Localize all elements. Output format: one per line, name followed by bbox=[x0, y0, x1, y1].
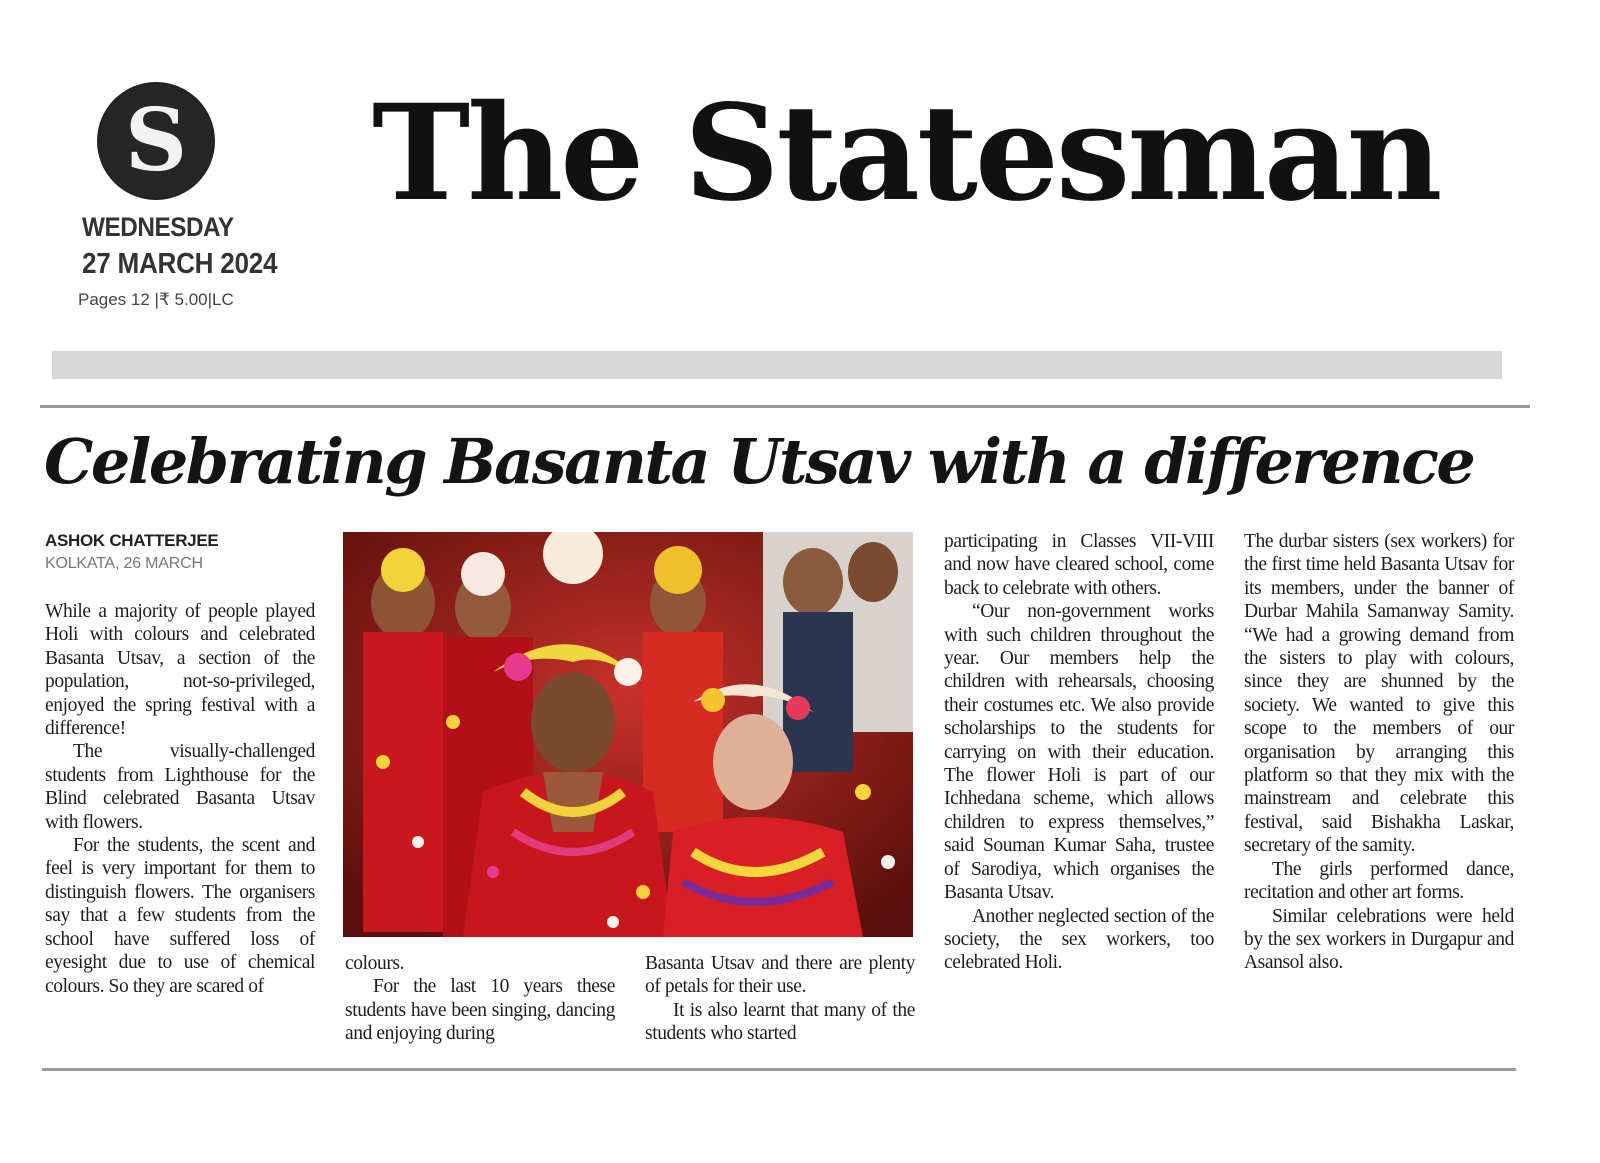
paragraph: For the students, the scent and feel is very important for them to distinguish flowers. The organisers say that a few students from the school have suffered loss of eyesight due to use of chemical colours. So they are scared of bbox=[45, 835, 315, 997]
paragraph: For the last 10 years these students have been singing, dancing and enjoying during bbox=[345, 976, 615, 1045]
article-column-2 bbox=[345, 952, 615, 1046]
paragraph: Basanta Utsav and there are plenty of petals for their use. bbox=[645, 953, 915, 998]
newspaper-title: The Statesman bbox=[372, 76, 1440, 231]
article-top-rule bbox=[40, 405, 1530, 408]
paragraph: “Our non-government works with such children throughout the year. Our members help the children with rehearsals, choosing their costumes etc. We also provide scholarships to the students for carrying on with their education. The flower Holi is part of our Ichhedana scheme, which allows children to express themselves,” said Souman Kumar Saha, trustee of Sarodiya, which organises the Basanta Utsav. bbox=[944, 601, 1214, 904]
article-photo bbox=[343, 532, 913, 937]
paragraph: Similar celebrations were held by the sex workers in Durgapur and Asansol also. bbox=[1244, 905, 1514, 974]
paragraph: The girls performed dance, recitation and other art forms. bbox=[1244, 858, 1514, 904]
pages-price-info: Pages 12 |₹ 5.00|LC bbox=[78, 290, 234, 309]
paragraph: The visually-challenged students from Lighthouse for the Blind celebrated Basanta Utsav with flowers. bbox=[45, 741, 315, 833]
article-bottom-rule bbox=[42, 1068, 1516, 1071]
paragraph: colours. bbox=[345, 953, 405, 974]
paragraph: While a majority of people played Holi with colours and celebrated Basanta Utsav, a section of the population, not-so-privileged, enjoyed the spring festival with a difference! bbox=[45, 601, 315, 740]
article-column-5 bbox=[1244, 530, 1514, 975]
newspaper-logo-icon bbox=[97, 82, 215, 200]
article-byline: ASHOK CHATTERJEE bbox=[45, 531, 219, 550]
article-column-1 bbox=[45, 600, 315, 998]
paragraph: The durbar sisters (sex workers) for the first time held Basanta Utsav for its members, under the banner of Durbar Mahila Samanway Samity. “We had a growing demand from the sisters to play with colours, since they are shunned by the society. We wanted to give this scope to the members of our organisation by arranging this platform so that they mix with the mainstream and celebrate this festival, said Bishakha Laskar, secretary of the samity. bbox=[1244, 531, 1514, 857]
article-column-3 bbox=[645, 952, 915, 1046]
issue-date: 27 MARCH 2024 bbox=[82, 248, 278, 280]
paragraph: It is also learnt that many of the students who started bbox=[645, 999, 915, 1045]
article-headline: Celebrating Basanta Utsav with a difference bbox=[44, 425, 1474, 498]
logo-letter: S bbox=[124, 90, 188, 191]
paragraph: Another neglected section of the society, the sex workers, too celebrated Holi. bbox=[944, 905, 1214, 974]
masthead-divider-band bbox=[52, 351, 1502, 379]
paragraph: participating in Classes VII-VIII and now have cleared school, come back to celebrate with others. bbox=[944, 531, 1214, 599]
issue-day: WEDNESDAY bbox=[82, 212, 234, 242]
article-column-4 bbox=[944, 530, 1214, 975]
photo-of-girls-with-flower-garlands-icon bbox=[343, 532, 913, 937]
article-dateline: KOLKATA, 26 MARCH bbox=[45, 555, 203, 572]
